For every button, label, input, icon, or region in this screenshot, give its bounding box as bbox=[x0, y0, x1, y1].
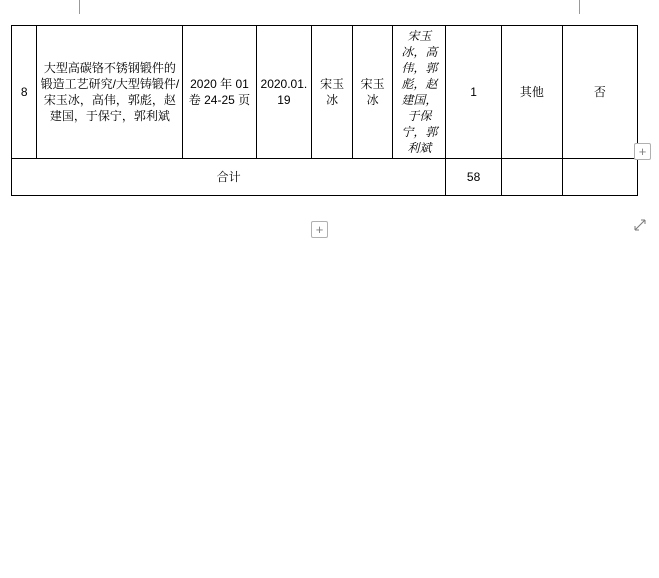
cell-all-authors[interactable]: 宋玉冰，高伟，郭彪，赵建国，于保宁，郭利斌 bbox=[393, 26, 446, 159]
total-label[interactable]: 合计 bbox=[12, 159, 446, 196]
cell-title[interactable]: 大型高碳铬不锈钢锻件的锻造工艺研究/大型铸锻件/宋玉冰，高伟，郭彪，赵建国，于保宁，郭利斌 bbox=[37, 26, 183, 159]
right-margin-marker bbox=[579, 0, 580, 14]
cell-no[interactable]: 8 bbox=[12, 26, 37, 159]
cell-count[interactable]: 1 bbox=[446, 26, 502, 159]
cell-author-first[interactable]: 宋玉冰 bbox=[312, 26, 353, 159]
cell-last[interactable]: 否 bbox=[562, 26, 637, 159]
add-column-icon[interactable]: + bbox=[634, 143, 651, 160]
add-row-icon[interactable]: + bbox=[311, 221, 328, 238]
cell-author-second[interactable]: 宋玉冰 bbox=[352, 26, 393, 159]
total-count[interactable]: 58 bbox=[446, 159, 502, 196]
table-resize-grip-icon[interactable] bbox=[634, 219, 651, 236]
total-type-cell[interactable] bbox=[502, 159, 563, 196]
left-margin-marker bbox=[79, 0, 80, 14]
cell-type[interactable]: 其他 bbox=[502, 26, 563, 159]
cell-date[interactable]: 2020.01.19 bbox=[256, 26, 312, 159]
cell-journal[interactable]: 2020 年 01 卷 24-25 页 bbox=[183, 26, 256, 159]
table-row[interactable] bbox=[12, 26, 638, 159]
publications-table[interactable] bbox=[11, 25, 638, 196]
total-last-cell[interactable] bbox=[562, 159, 637, 196]
table-row-total[interactable] bbox=[12, 159, 638, 196]
